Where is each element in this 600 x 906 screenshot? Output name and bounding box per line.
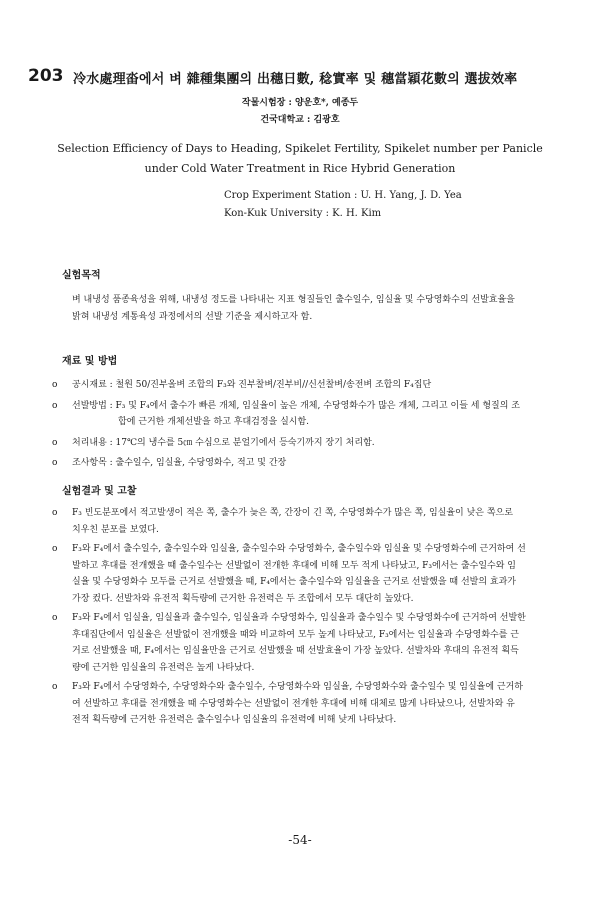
materials-list [52,377,548,472]
purpose-line: 벼 내냉성 품종육성을 위해, 내냉성 정도를 나타내는 지표 형질들인 출수일수, 임실율 및 수당영화수의 선발효율을 [72,295,515,305]
list-item: o F₃와 F₄에서 수당영화수, 수당영화수와 출수일수, 수당영화수와 임실율, 수당영화수와 출수일수 및 임실율에 근거하 여 선발하고 후대를 전개했을 때 수당영화수는 선발없이 전개한 후대에 비해 대체로 많게 나타났으나, 선발차와 유 전적 획득량에 근거한 유전력은 출수일수나 임실율의 유전력에 비해 낮게 나타났다. [52,682,523,725]
purpose-line: 밝혀 내냉성 계통육성 과정에서의 선발 기준을 제시하고자 함. [72,312,313,322]
list-item: o 처리내용 : 17℃의 냉수를 5㎝ 수심으로 분얼기에서 등숙기까지 장기 처리함. [52,437,375,448]
section-heading-results: 실험결과 및 고찰 [62,486,137,497]
purpose-text [72,292,542,326]
korean-affiliation-2: 건국대학교 : 김광호 [260,115,340,125]
results-list [52,505,548,729]
list-item: o 조사항목 : 출수일수, 임실율, 수당영화수, 적고 및 간장 [52,458,287,468]
list-item: o F₃와 F₄에서 출수일수, 출수일수와 임실율, 출수일수와 수당영화수, 출수일수와 임실율 및 수당영화수에 근거하여 선 발하고 후대를 전개했을 때 출수일수는 선발없이 전개한 후대에 비해 모두 적게 나타났고, F₃에서는 출수일수와 임 실율 및 수당영화수 모두를 근거로 선발했을 때, F₄에서는 출수일수와 임실율을 근거로 선발했을 때 선발의 효과가 가장 컸다. 선발차와 유전적 획득량에 근거한 유전력은 두 조합에서 모두 대단히 높았다. [52,544,526,604]
list-item: o 공시재료 : 철원 50/진부올벼 조합의 F₃와 진부찰벼/진부비//신선찰벼/송전벼 조합의 F₄집단 [52,380,432,390]
list-item: o 선발방법 : F₃ 및 F₄에서 출수가 빠른 개체, 임실율이 높은 개체, 수당영화수가 많은 개체, 그리고 이들 세 형질의 조 합에 근거한 개체선발을 하고 후대검정을 실시함. [52,400,520,427]
page-number: -54- [288,833,312,847]
korean-title: 冷水處理畓에서 벼 雜種集團의 出穗日數, 稔實率 및 穗當穎花數의 選拔效率 [73,72,518,87]
abstract-number: 203 [28,66,64,86]
english-affiliation-2: Kon-Kuk University : K. H. Kim [224,208,382,219]
english-title-line1: Selection Efficiency of Days to Heading, Spikelet Fertility, Spikelet number per Panicle [57,142,543,155]
english-affiliation-1: Crop Experiment Station : U. H. Yang, J. D. Yea [224,190,462,201]
list-item: o F₃ 빈도분포에서 적고발생이 적은 쪽, 출수가 늦은 쪽, 간장이 긴 쪽, 수당영화수가 많은 쪽, 임실율이 낮은 쪽으로 치우친 분포를 보였다. [52,508,513,535]
list-item: o F₃와 F₄에서 임실율, 임실율과 출수일수, 임실율과 수당영화수, 임실율과 출수일수 및 수당영화수에 근거하여 선발한 후대집단에서 임실율은 선발없이 전개했을 때와 비교하여 모두 높게 나타났고, F₃에서는 임실율과 수당영화수를 근 거로 선발했을 때, F₄에서는 임실율만을 근거로 선발했을 때 선발효율이 가장 높았다. 선발차와 후대의 유전적 획득 량에 근거한 임실율의 유전력은 높게 나타났다. [52,613,526,673]
english-title-line2: under Cold Water Treatment in Rice Hybrid Generation [144,162,456,175]
korean-affiliation-1: 작물시험장 : 양운호*, 예종두 [241,98,359,108]
section-heading-purpose: 실험목적 [62,270,101,281]
section-heading-materials: 재료 및 방법 [62,356,118,367]
